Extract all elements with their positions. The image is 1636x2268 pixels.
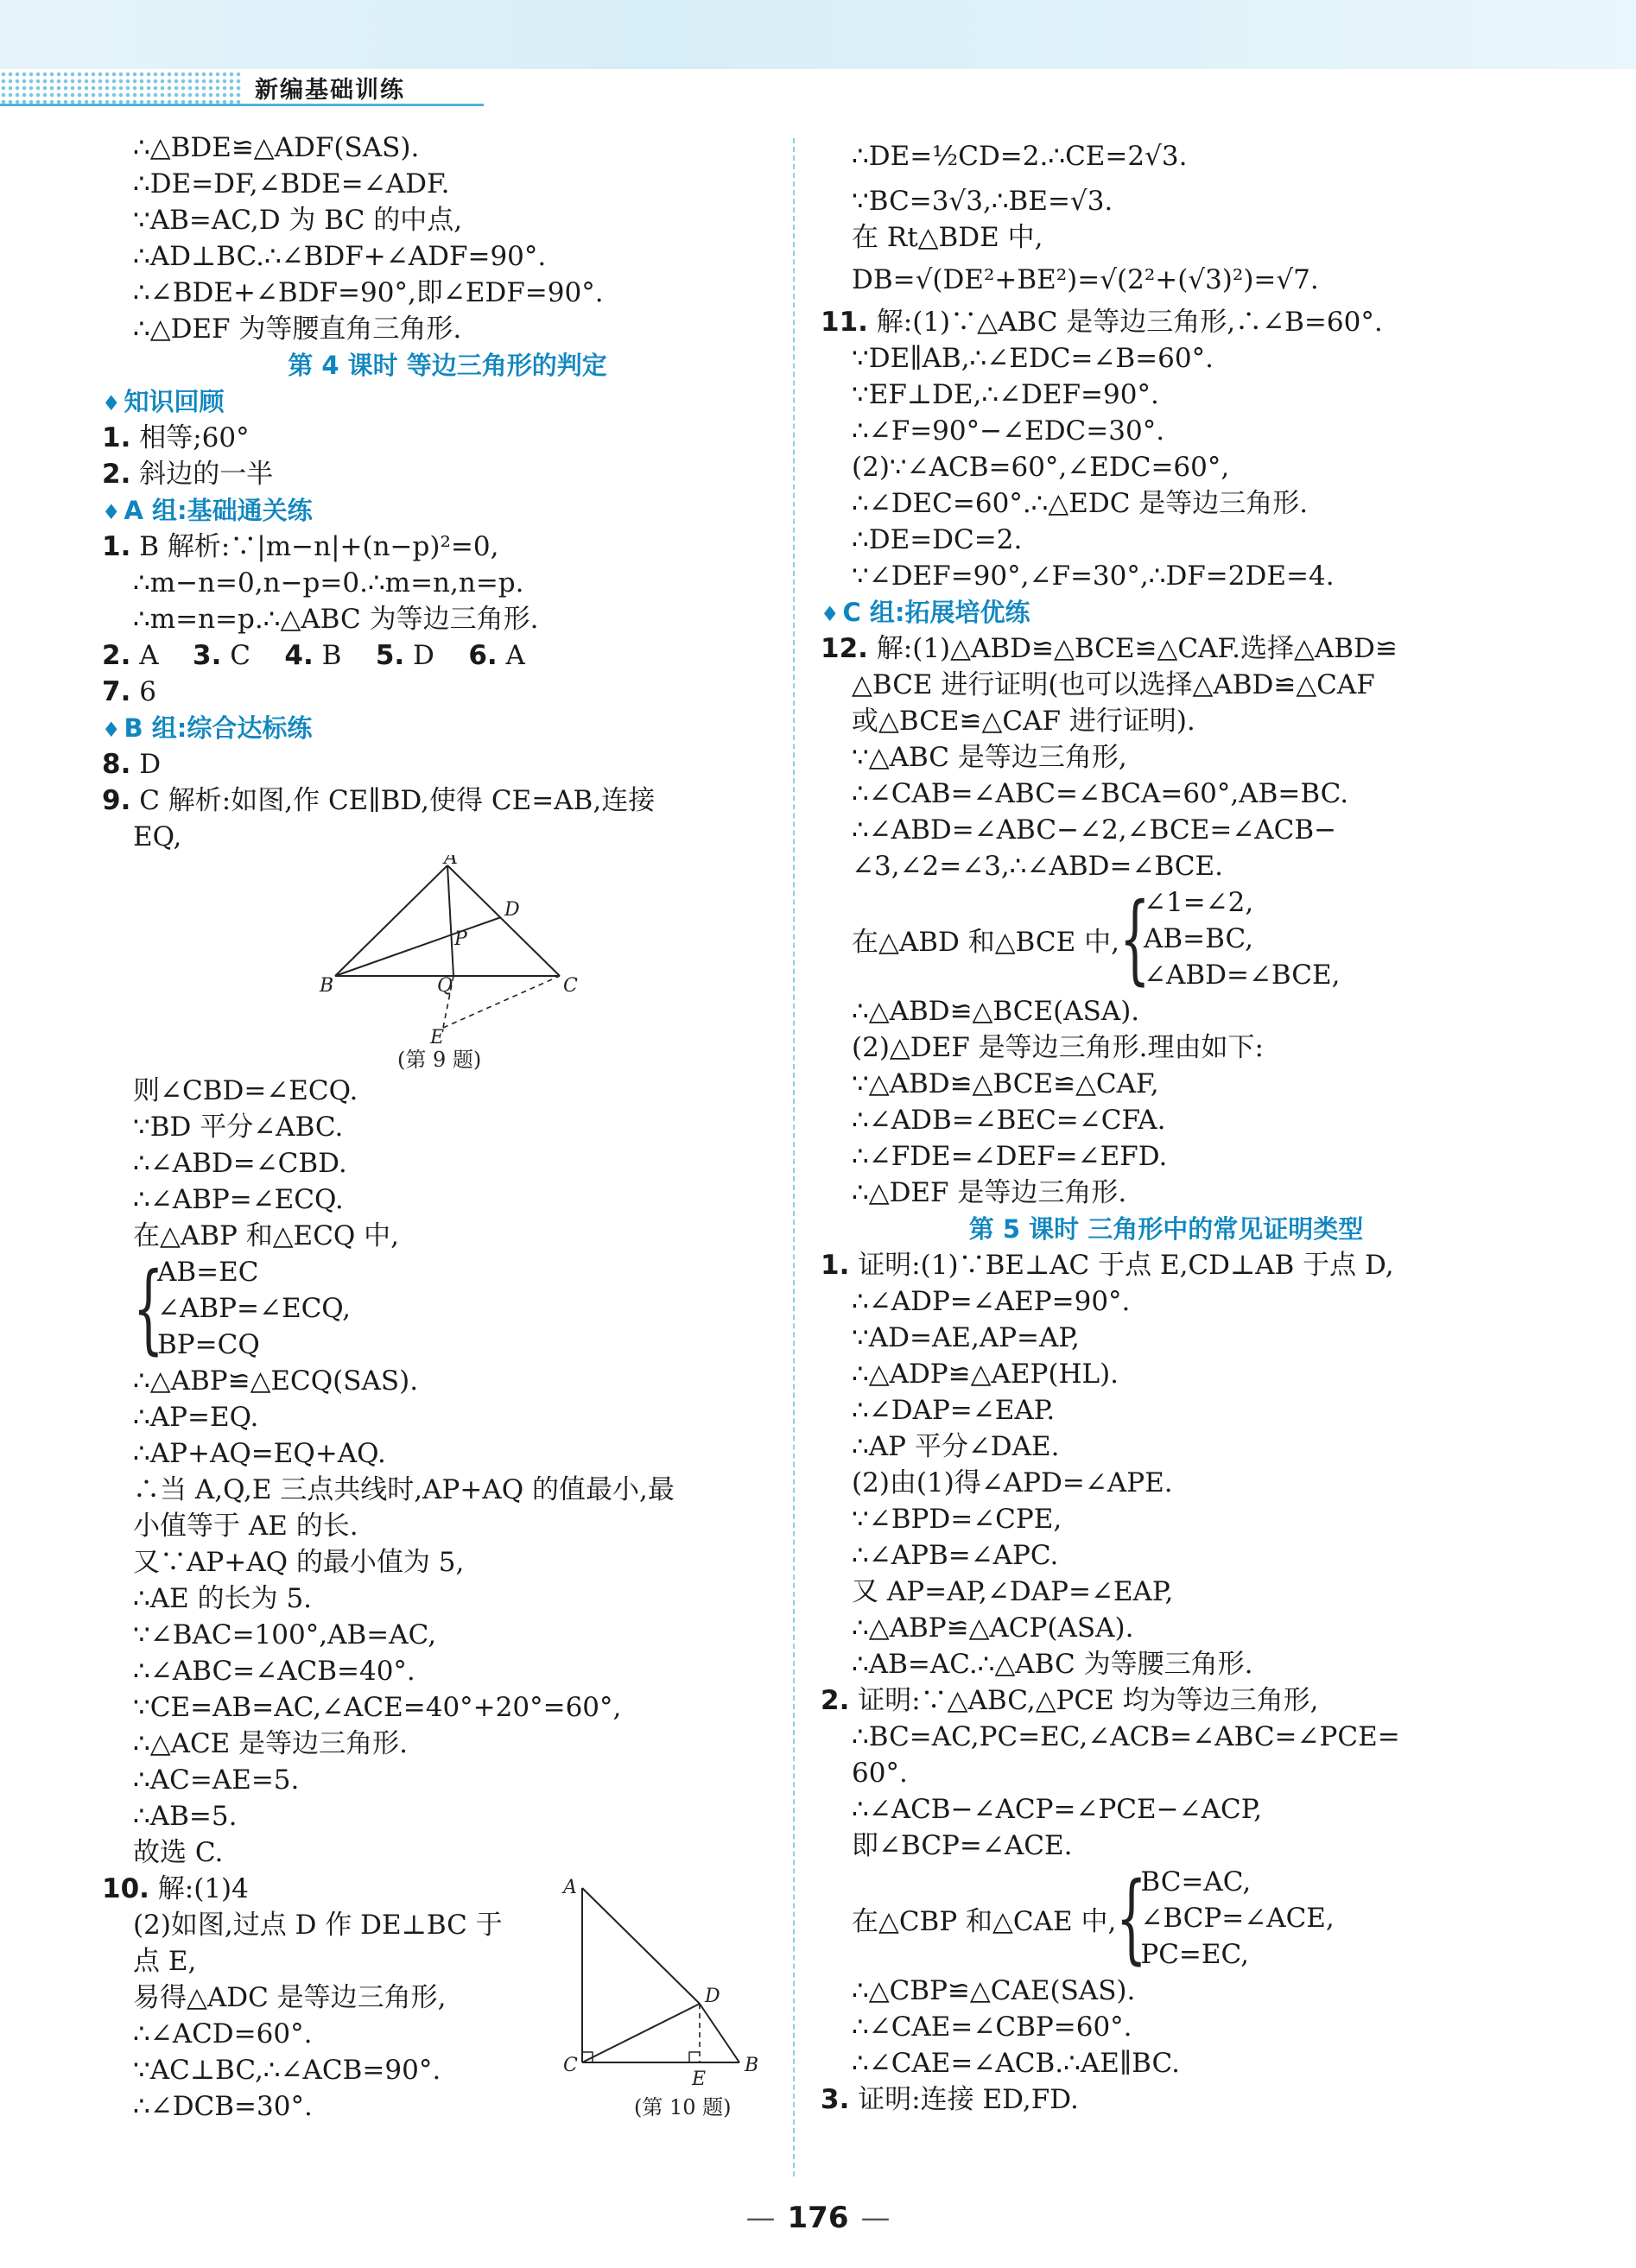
text-line: ∵EF⊥DE,∴∠DEF=90°. xyxy=(852,379,1159,410)
text-line: ∴∠ACB−∠ACP=∠PCE−∠ACP, xyxy=(852,1794,1263,1825)
text-line: ∵△ABC 是等边三角形, xyxy=(852,742,1127,773)
text-line: ∴∠ABD=∠ABC−∠2,∠BCE=∠ACB− xyxy=(852,814,1337,846)
right-angle-E xyxy=(689,2052,700,2062)
text-line: ∴AC=AE=5. xyxy=(133,1764,300,1796)
brace-symbol: { xyxy=(1116,1862,1147,1974)
text-line: ∴∠DCB=30°. xyxy=(133,2091,313,2122)
text-line: ∴∠ABP=∠ECQ. xyxy=(133,1184,344,1215)
figure-9 xyxy=(102,855,793,1073)
text-line: ∴当 A,Q,E 三点共线时,AP+AQ 的值最小,最 xyxy=(133,1474,675,1505)
text-line: ∴AB=AC.∴△ABC 为等腰三角形. xyxy=(852,1649,1253,1680)
brace-symbol: { xyxy=(133,1252,164,1365)
brace-line: ∠ABP=∠ECQ, xyxy=(157,1293,352,1324)
text-line: ∴AP 平分∠DAE. xyxy=(852,1431,1060,1462)
label-A: A xyxy=(444,855,458,869)
text-line: ∵∠BAC=100°,AB=AC, xyxy=(133,1619,437,1650)
answer-line: 10. 解:(1)4 xyxy=(102,1873,249,1904)
header-title: 新编基础训练 xyxy=(255,77,405,104)
text-line: ∴∠CAB=∠ABC=∠BCA=60°,AB=BC. xyxy=(852,778,1349,809)
header-dot-pattern xyxy=(0,71,242,105)
header-band xyxy=(0,0,1636,69)
label-B: B xyxy=(745,2055,759,2076)
text-line: DB=√(DE²+BE²)=√(2²+(√3)²)=√7. xyxy=(852,264,1319,295)
label-E: E xyxy=(430,1027,445,1048)
text-line: ∴∠ABC=∠ACB=40°. xyxy=(133,1656,415,1687)
diamond-icon: ♦ xyxy=(102,718,121,742)
text-line: ∴△CBP≌△CAE(SAS). xyxy=(852,1975,1136,2006)
text-line: ∴BC=AC,PC=EC,∠ACB=∠ABC=∠PCE= xyxy=(852,1721,1400,1752)
text-line: ∵BC=3√3,∴BE=√3. xyxy=(852,186,1113,217)
brace-symbol: { xyxy=(1119,883,1151,995)
segment-CD xyxy=(582,2004,700,2062)
text-line: ∠3,∠2=∠3,∴∠ABD=∠BCE. xyxy=(852,851,1224,882)
text-line: 点 E, xyxy=(133,1946,197,1977)
text-line: ∴DE=DF,∠BDE=∠ADF. xyxy=(133,168,450,200)
brace-line: BP=CQ xyxy=(157,1329,260,1360)
text-line: 则∠CBD=∠ECQ. xyxy=(133,1075,358,1106)
section-c-heading: ♦ C 组:拓展培优练 xyxy=(821,598,1030,627)
text-line: EQ, xyxy=(133,821,182,852)
brace-prefix: 在△ABD 和△BCE 中, xyxy=(852,926,1119,958)
text-line: ∴AP+AQ=EQ+AQ. xyxy=(133,1438,386,1469)
text-line: ∴m−n=0,n−p=0.∴m=n,n=p. xyxy=(133,567,524,599)
diamond-icon: ♦ xyxy=(821,602,840,626)
text-line: ∴△ABP≌△ACP(ASA). xyxy=(852,1612,1134,1644)
text-line: ∴AB=5. xyxy=(133,1801,238,1832)
lesson-4-title: 第 4 课时 等边三角形的判定 xyxy=(288,351,607,380)
brace-line: PC=EC, xyxy=(1140,1939,1249,1970)
diamond-icon: ♦ xyxy=(102,391,121,415)
text-line: ∴∠ADP=∠AEP=90°. xyxy=(852,1286,1131,1317)
answer-line: 9. C 解析:如图,作 CE∥BD,使得 CE=AB,连接 xyxy=(102,785,656,816)
text-line: ∴△ADP≌△AEP(HL). xyxy=(852,1359,1119,1390)
text-line: ∴△ABP≌△ECQ(SAS). xyxy=(133,1365,419,1397)
segment-DB xyxy=(700,2004,739,2062)
text-line: ∴∠DAP=∠EAP. xyxy=(852,1395,1056,1426)
page-number: — 176 — xyxy=(745,2201,891,2235)
label-C: C xyxy=(563,2055,578,2076)
text-line: ∴△ABD≌△BCE(ASA). xyxy=(852,996,1140,1027)
answer-line: 2. 斜边的一半 xyxy=(102,459,274,490)
text-line: ∵AD=AE,AP=AP, xyxy=(852,1322,1080,1353)
text-line: ∵∠DEF=90°,∠F=30°,∴DF=2DE=4. xyxy=(852,561,1335,592)
text-line: 又 AP=AP,∠DAP=∠EAP, xyxy=(852,1576,1174,1607)
brace-group-12 xyxy=(821,884,1512,993)
label-D: D xyxy=(504,899,520,921)
text-line: 故选 C. xyxy=(133,1837,224,1868)
answer-line-multi: 2. A 3. C 4. B 5. D 6. A xyxy=(102,640,525,671)
column-divider xyxy=(793,138,795,2176)
section-a-heading: ♦ A 组:基础通关练 xyxy=(102,496,313,525)
section-b-heading: ♦ B 组:综合达标练 xyxy=(102,713,313,743)
text-line: (2)如图,过点 D 作 DE⊥BC 于 xyxy=(133,1910,503,1941)
text-line: 又∵AP+AQ 的最小值为 5, xyxy=(133,1547,465,1578)
text-line: ∴DE=DC=2. xyxy=(852,524,1023,555)
label-D: D xyxy=(705,1986,720,2007)
text-line: ∴△DEF 是等边三角形. xyxy=(852,1177,1127,1208)
answer-line: 11. 解:(1)∵△ABC 是等边三角形,∴∠B=60°. xyxy=(821,307,1383,338)
segment-AC xyxy=(447,865,560,976)
brace-group-p2 xyxy=(821,1864,1512,1973)
text-line: 即∠BCP=∠ACE. xyxy=(852,1830,1073,1861)
header-underline xyxy=(0,104,484,106)
right-column xyxy=(821,130,1512,2118)
label-P: P xyxy=(454,928,467,950)
segment-EC xyxy=(443,976,560,1028)
answer-line: 1. 证明:(1)∵BE⊥AC 于点 E,CD⊥AB 于点 D, xyxy=(821,1250,1394,1281)
text-line: ∴∠APB=∠APC. xyxy=(852,1540,1059,1571)
label-Q: Q xyxy=(437,975,453,997)
label-E: E xyxy=(692,2068,707,2090)
text-line: 在△ABP 和△ECQ 中, xyxy=(133,1220,400,1251)
text-line: ∵AC⊥BC,∴∠ACB=90°. xyxy=(133,2055,441,2086)
text-line: ∵△ABD≌△BCE≌△CAF, xyxy=(852,1068,1159,1099)
text-line: ∴∠ADB=∠BEC=∠CFA. xyxy=(852,1105,1166,1136)
section-review-heading: ♦ 知识回顾 xyxy=(102,387,225,416)
lesson-5-title: 第 5 课时 三角形中的常见证明类型 xyxy=(968,1214,1364,1244)
text-line: ∵CE=AB=AC,∠ACE=40°+20°=60°, xyxy=(133,1692,622,1723)
label-C: C xyxy=(563,975,578,997)
brace-line: ∠ABD=∠BCE, xyxy=(1143,960,1341,991)
answer-line: 7. 6 xyxy=(102,676,156,707)
text-line: ∴∠F=90°−∠EDC=30°. xyxy=(852,415,1165,447)
text-line: △BCE 进行证明(也可以选择△ABD≌△CAF xyxy=(852,669,1375,700)
text-line: 小值等于 AE 的长. xyxy=(133,1511,358,1542)
answer-line: 12. 解:(1)△ABD≌△BCE≌△CAF.选择△ABD≌ xyxy=(821,633,1398,664)
text-line: (2)由(1)得∠APD=∠APE. xyxy=(852,1467,1173,1498)
segment-AQ xyxy=(447,865,453,976)
text-line: ∴AD⊥BC.∴∠BDF+∠ADF=90°. xyxy=(133,241,547,272)
segment-AD xyxy=(582,1888,700,2004)
text-line: ∴∠BDE+∠BDF=90°,即∠EDF=90°. xyxy=(133,277,604,308)
text-line: ∴∠DEC=60°.∴△EDC 是等边三角形. xyxy=(852,488,1309,519)
answer-line: 1. B 解析:∵|m−n|+(n−p)²=0, xyxy=(102,531,499,562)
text-line: 易得△ADC 是等边三角形, xyxy=(133,1982,447,2013)
text-line: ∴△ACE 是等边三角形. xyxy=(133,1728,409,1759)
text-line: ∴m=n=p.∴△ABC 为等边三角形. xyxy=(133,604,539,635)
answer-line: 2. 证明:∵△ABC,△PCE 均为等边三角形, xyxy=(821,1685,1319,1716)
text-line: ∵∠BPD=∠CPE, xyxy=(852,1504,1062,1535)
brace-line: AB=EC xyxy=(157,1257,259,1288)
figure-9-diagram xyxy=(102,855,793,1073)
answer-line: 1. 相等;60° xyxy=(102,422,250,453)
diamond-icon: ♦ xyxy=(102,500,121,524)
text-line: (2)△DEF 是等边三角形.理由如下: xyxy=(852,1032,1264,1063)
segment-AB xyxy=(335,865,447,976)
figure-10-caption: (第 10 题) xyxy=(634,2095,732,2119)
text-line: ∴△BDE≌△ADF(SAS). xyxy=(133,132,420,163)
text-line: 或△BCE≌△CAF 进行证明). xyxy=(852,706,1195,737)
text-line: ∴AE 的长为 5. xyxy=(133,1583,313,1614)
answer-line: 8. D xyxy=(102,749,162,780)
text-line: ∵BD 平分∠ABC. xyxy=(133,1112,344,1143)
text-line: ∵DE∥AB,∴∠EDC=∠B=60°. xyxy=(852,343,1214,374)
brace-line: BC=AC, xyxy=(1140,1866,1252,1897)
text-line: 60°. xyxy=(852,1758,908,1789)
brace-prefix: 在△CBP 和△CAE 中, xyxy=(852,1905,1117,1937)
text-line: ∴△DEF 为等腰直角三角形. xyxy=(133,314,462,345)
brace-group-9 xyxy=(102,1254,793,1363)
text-line: ∴DE=½CD=2.∴CE=2√3. xyxy=(852,141,1188,172)
label-A: A xyxy=(563,1877,577,1898)
figure-10-diagram xyxy=(551,1876,793,2122)
text-line: ∴∠ACD=60°. xyxy=(133,2018,313,2049)
brace-line: ∠BCP=∠ACE, xyxy=(1140,1903,1335,1934)
brace-line: AB=BC, xyxy=(1143,923,1253,954)
text-line: ∵AB=AC,D 为 BC 的中点, xyxy=(133,205,463,236)
text-line: ∴AP=EQ. xyxy=(133,1402,259,1433)
brace-line: ∠1=∠2, xyxy=(1143,887,1254,918)
segment-BD xyxy=(335,917,501,976)
text-line: ∴∠FDE=∠DEF=∠EFD. xyxy=(852,1141,1168,1172)
text-line: ∴∠CAE=∠ACB.∴AE∥BC. xyxy=(852,2048,1181,2079)
answer-line: 3. 证明:连接 ED,FD. xyxy=(821,2084,1079,2115)
label-B: B xyxy=(320,975,334,997)
text-line: (2)∵∠ACB=60°,∠EDC=60°, xyxy=(852,452,1230,483)
left-column xyxy=(102,130,793,2125)
text-line: 在 Rt△BDE 中, xyxy=(852,222,1043,253)
text-line: ∴∠CAE=∠CBP=60°. xyxy=(852,2011,1132,2043)
text-line: ∴∠ABD=∠CBD. xyxy=(133,1148,347,1179)
figure-9-caption: (第 9 题) xyxy=(397,1048,482,1072)
